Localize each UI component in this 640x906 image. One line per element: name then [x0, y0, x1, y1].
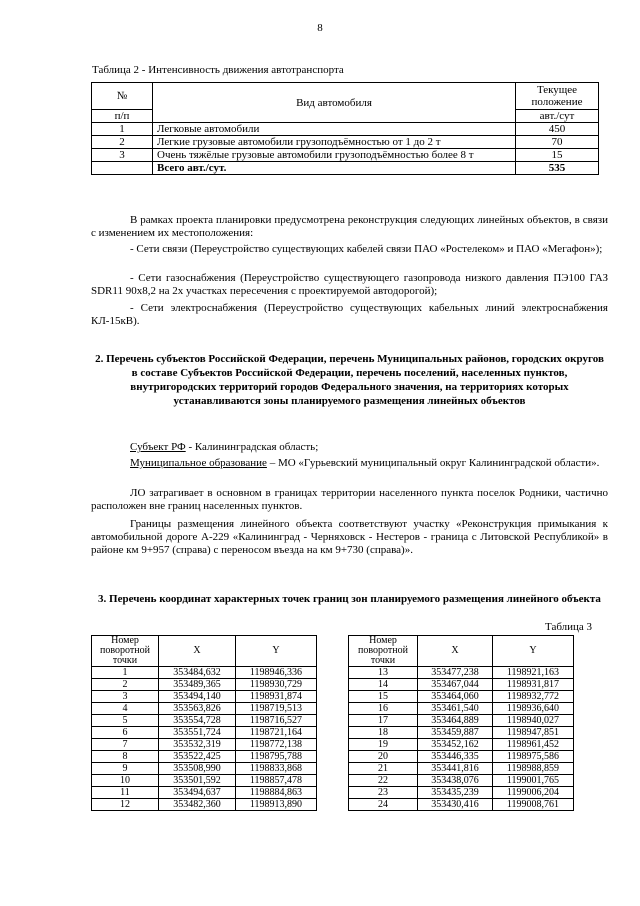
coord-row — [92, 799, 317, 811]
reconstruction-intro: В рамках проекта планировки предусмотрена реконструкция следующих линейных объектов, в связи с изменением их местоположения: — [91, 214, 608, 239]
coords-table-right — [348, 635, 574, 811]
settlement-paragraph: ЛО затрагивает в основном в границах территории населенного пункта поселок Родники, частично расположен вне границ населенных пунктов. — [91, 487, 608, 512]
table3-caption: Таблица 3 — [545, 621, 593, 633]
total-value: 535 — [516, 162, 599, 175]
coord-x: 353522,425 — [159, 751, 236, 763]
coord-row — [349, 727, 574, 739]
coord-y: 1198795,788 — [236, 751, 317, 763]
coord-x: 353501,592 — [159, 775, 236, 787]
coord-row — [92, 715, 317, 727]
coord-point: 9 — [92, 763, 159, 775]
coord-x: 353459,887 — [418, 727, 493, 739]
coord-x: 353484,632 — [159, 667, 236, 679]
coord-y: 1198833,868 — [236, 763, 317, 775]
coord-y: 1198719,513 — [236, 703, 317, 715]
coord-x: 353441,816 — [418, 763, 493, 775]
coord-row — [92, 679, 317, 691]
coord-row — [92, 703, 317, 715]
col-point-header: Номер поворотной точки — [92, 636, 159, 667]
row-type: Очень тяжёлые грузовые автомобили грузоподъёмностью более 8 т — [153, 149, 516, 162]
coord-x: 353435,239 — [418, 787, 493, 799]
coord-point: 5 — [92, 715, 159, 727]
coord-row — [349, 691, 574, 703]
coord-point: 4 — [92, 703, 159, 715]
coord-y: 1198961,452 — [493, 739, 574, 751]
coord-x: 353508,990 — [159, 763, 236, 775]
coord-point: 14 — [349, 679, 418, 691]
item-electric: - Сети электроснабжения (Переустройство существующих кабельных линий электроснабжения КЛ-15кВ). — [91, 302, 608, 327]
coord-point: 12 — [92, 799, 159, 811]
coord-x: 353532,319 — [159, 739, 236, 751]
coord-y: 1198913,890 — [236, 799, 317, 811]
coord-point: 16 — [349, 703, 418, 715]
coord-row — [92, 667, 317, 679]
coord-x: 353430,416 — [418, 799, 493, 811]
row-num: 2 — [92, 136, 153, 149]
coord-row — [92, 727, 317, 739]
coord-x: 353461,540 — [418, 703, 493, 715]
col-current-header: Текущее положение — [516, 83, 599, 110]
coord-row — [92, 751, 317, 763]
coord-y: 1198975,586 — [493, 751, 574, 763]
coord-y: 1198721,164 — [236, 727, 317, 739]
item-gas: - Сети газоснабжения (Переустройство существующего газопровода низкого давления ПЭ100 ГАЗ SDR11 90х8,2 на 2х участках пересечения с проектируемой автодорогой); — [91, 272, 608, 297]
coord-row — [349, 703, 574, 715]
coord-y: 1198772,138 — [236, 739, 317, 751]
coord-point: 18 — [349, 727, 418, 739]
coord-y: 1199008,761 — [493, 799, 574, 811]
coord-y: 1198988,859 — [493, 763, 574, 775]
table-total-row — [92, 162, 599, 175]
boundaries-paragraph: Границы размещения линейного объекта соответствуют участку «Реконструкция примыкания к автомобильной дороге А-229 «Калининград - Черняховск - Нестеров - граница с Литовской Республикой» в районе км 9+957 (справа) с переносом въезда на км 9+730 (справа)». — [91, 518, 608, 556]
coord-point: 11 — [92, 787, 159, 799]
coord-point: 24 — [349, 799, 418, 811]
subject-value: - Калининградская область; — [185, 441, 319, 453]
coord-point: 13 — [349, 667, 418, 679]
coord-row — [349, 679, 574, 691]
coord-point: 1 — [92, 667, 159, 679]
coord-row — [349, 751, 574, 763]
row-type: Легкие грузовые автомобили грузоподъёмностью от 1 до 2 т — [153, 136, 516, 149]
coord-row — [92, 739, 317, 751]
municipal-label: Муниципальное образование — [130, 457, 267, 469]
coord-point: 2 — [92, 679, 159, 691]
coord-y: 1198932,772 — [493, 691, 574, 703]
coord-y: 1198947,851 — [493, 727, 574, 739]
coord-point: 22 — [349, 775, 418, 787]
coord-x: 353494,140 — [159, 691, 236, 703]
coord-point: 10 — [92, 775, 159, 787]
coord-y: 1198940,027 — [493, 715, 574, 727]
total-empty — [92, 162, 153, 175]
coord-point: 19 — [349, 739, 418, 751]
row-value: 15 — [516, 149, 599, 162]
page-number: 8 — [317, 22, 323, 34]
col-unit-header: авт./сут — [516, 110, 599, 123]
coord-row — [349, 739, 574, 751]
col-x-header: X — [159, 636, 236, 667]
coord-point: 3 — [92, 691, 159, 703]
col-y-header: Y — [493, 636, 574, 667]
coord-y: 1198884,863 — [236, 787, 317, 799]
coord-y: 1198921,163 — [493, 667, 574, 679]
coord-x: 353467,044 — [418, 679, 493, 691]
table-row — [92, 136, 599, 149]
col-num-subheader: п/п — [92, 110, 153, 123]
coords-table-left — [91, 635, 317, 811]
coord-y: 1198946,336 — [236, 667, 317, 679]
coord-x: 353438,076 — [418, 775, 493, 787]
coord-point: 21 — [349, 763, 418, 775]
coord-x: 353554,728 — [159, 715, 236, 727]
coord-y: 1198936,640 — [493, 703, 574, 715]
coord-y: 1199006,204 — [493, 787, 574, 799]
coord-x: 353482,360 — [159, 799, 236, 811]
table-row — [92, 123, 599, 136]
coord-x: 353452,162 — [418, 739, 493, 751]
row-value: 70 — [516, 136, 599, 149]
municipal-line — [91, 457, 608, 470]
coord-row — [349, 775, 574, 787]
coord-row — [92, 763, 317, 775]
col-num-header: № — [92, 83, 153, 110]
row-value: 450 — [516, 123, 599, 136]
section2-heading: 2. Перечень субъектов Российской Федерации, перечень Муниципальных районов, городских округов в составе Субъектов Российской Федерации, перечень поселений, населенных пунктов, внутригородских территорий городов Федерального значения, на территориях которых устанавливаются зоны планируемого размещения линейных объектов — [95, 353, 604, 407]
coord-x: 353464,060 — [418, 691, 493, 703]
traffic-table — [91, 82, 599, 175]
item-communications: - Сети связи (Переустройство существующих кабелей связи ПАО «Ростелеком» и ПАО «Мегафон»); — [130, 243, 603, 255]
col-x-header: X — [418, 636, 493, 667]
section3-heading: 3. Перечень координат характерных точек границ зон планируемого размещения линейного объекта — [98, 593, 601, 605]
col-y-header: Y — [236, 636, 317, 667]
coord-point: 6 — [92, 727, 159, 739]
coord-row — [349, 667, 574, 679]
coord-point: 23 — [349, 787, 418, 799]
coord-x: 353563,826 — [159, 703, 236, 715]
total-label: Всего авт./сут. — [153, 162, 516, 175]
coord-x: 353489,365 — [159, 679, 236, 691]
coord-x: 353464,889 — [418, 715, 493, 727]
coord-row — [349, 715, 574, 727]
coord-point: 8 — [92, 751, 159, 763]
col-point-header: Номер поворотной точки — [349, 636, 418, 667]
coord-y: 1198716,527 — [236, 715, 317, 727]
coord-point: 20 — [349, 751, 418, 763]
coord-y: 1198930,729 — [236, 679, 317, 691]
row-type: Легковые автомобили — [153, 123, 516, 136]
coord-row — [349, 787, 574, 799]
coord-point: 17 — [349, 715, 418, 727]
coord-x: 353446,335 — [418, 751, 493, 763]
coord-y: 1198931,874 — [236, 691, 317, 703]
coord-y: 1198857,478 — [236, 775, 317, 787]
coord-x: 353477,238 — [418, 667, 493, 679]
col-type-header: Вид автомобиля — [153, 83, 516, 123]
table-row — [92, 149, 599, 162]
coord-row — [92, 787, 317, 799]
coord-x: 353551,724 — [159, 727, 236, 739]
coord-row — [349, 763, 574, 775]
coord-x: 353494,637 — [159, 787, 236, 799]
coord-point: 15 — [349, 691, 418, 703]
coord-point: 7 — [92, 739, 159, 751]
table2-caption: Таблица 2 - Интенсивность движения автотранспорта — [92, 64, 344, 76]
coord-row — [92, 691, 317, 703]
row-num: 3 — [92, 149, 153, 162]
municipal-value: – МО «Гурьевский муниципальный округ Калининградской области». — [266, 457, 600, 469]
coord-y: 1199001,765 — [493, 775, 574, 787]
coord-row — [349, 799, 574, 811]
subject-line — [91, 441, 608, 454]
coord-y: 1198931,817 — [493, 679, 574, 691]
subject-label: Субъект РФ — [130, 441, 186, 453]
row-num: 1 — [92, 123, 153, 136]
coord-row — [92, 775, 317, 787]
